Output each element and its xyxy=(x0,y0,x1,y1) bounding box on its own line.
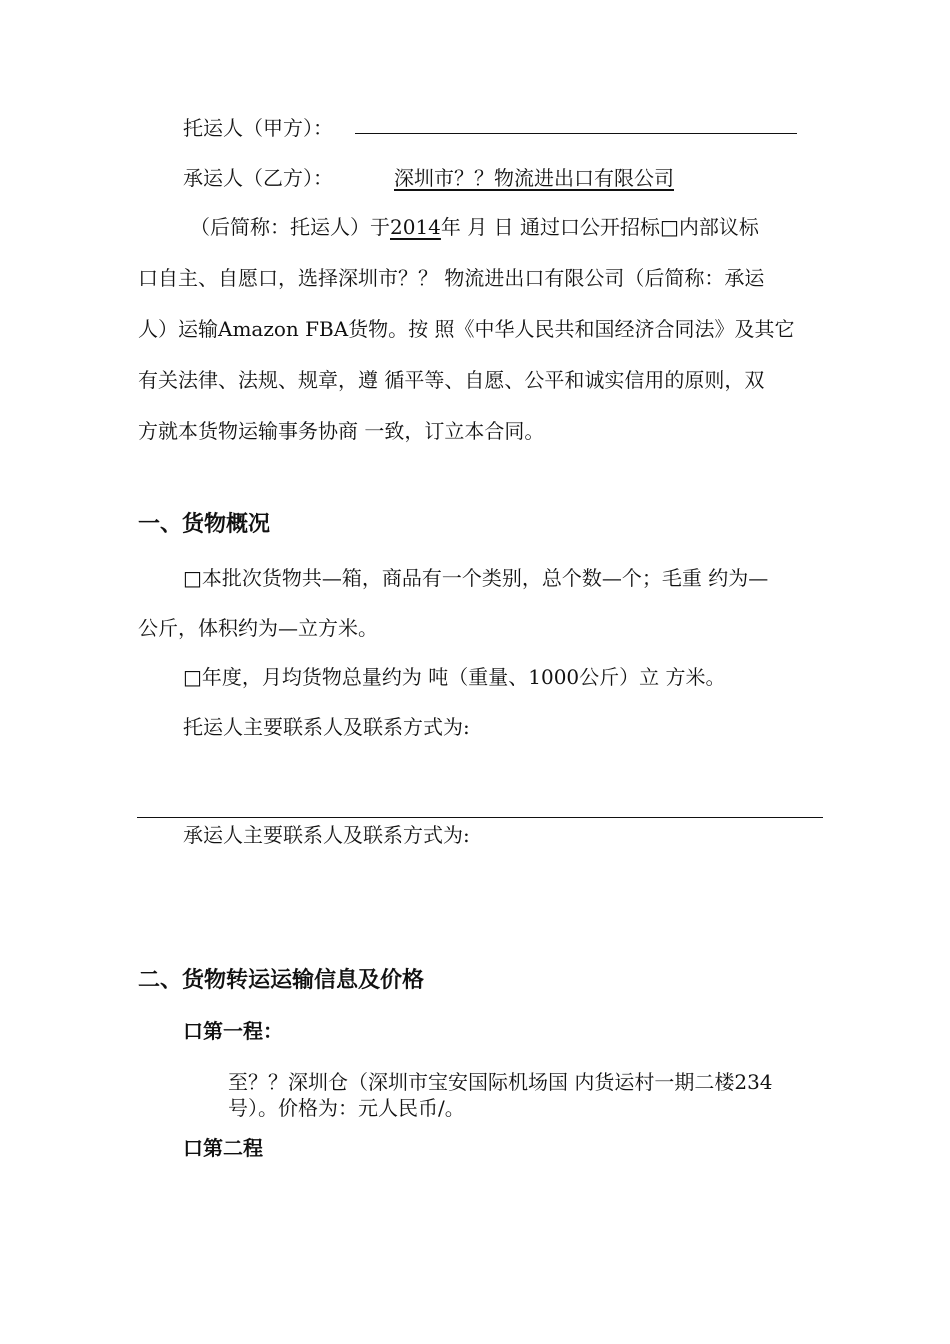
carrier-contact-label: 承运人主要联系人及联系方式为: xyxy=(183,823,470,847)
section-1-p1-line-1: □本批次货物共—箱，商品有一个类别，总个数—个；毛重 约为— xyxy=(183,566,769,590)
leg-1-title: 口第一程： xyxy=(183,1019,283,1043)
contact-divider-line xyxy=(137,817,823,818)
intro-year: 2014 xyxy=(390,215,441,239)
shipper-contact-label: 托运人主要联系人及联系方式为: xyxy=(183,715,470,739)
carrier-value: 深圳市？？物流进出口有限公司 xyxy=(394,166,674,190)
leg-1-line-2: 号）。价格为：元人民币/。 xyxy=(228,1096,465,1120)
shipper-blank-line xyxy=(355,133,797,134)
intro-line-1-a: （后简称：托运人）于 xyxy=(190,215,390,239)
section-2-title: 二、货物转运运输信息及价格 xyxy=(138,968,425,993)
section-1-p1-line-2: 公斤，体积约为—立方米。 xyxy=(138,616,378,640)
intro-line-2: 口自主、自愿口，选择深圳市？？ 物流进出口有限公司（后简称：承运 xyxy=(138,266,765,290)
intro-line-4: 有关法律、法规、规章，遵 循平等、自愿、公平和诚实信用的原则，双 xyxy=(138,368,765,392)
leg-2-title: 口第二程 xyxy=(183,1136,263,1160)
intro-line-1 xyxy=(190,214,759,240)
intro-line-5: 方就本货物运输事务协商 一致，订立本合同。 xyxy=(138,419,545,443)
intro-line-3: 人）运输Amazon FBA货物。按 照《中华人民共和国经济合同法》及其它 xyxy=(138,317,795,341)
shipper-label: 托运人（甲方）： xyxy=(183,116,333,140)
leg-1-line-1: 至？？深圳仓（深圳市宝安国际机场国 内货运村一期二楼234 xyxy=(228,1070,773,1094)
intro-line-1-b: 年 月 日 通过口公开招标□内部议标 xyxy=(440,215,759,239)
section-1-title: 一、货物概况 xyxy=(138,512,271,537)
section-1-p2: □年度，月均货物总量约为 吨（重量、1000公斤）立 方米。 xyxy=(183,665,726,689)
carrier-label: 承运人（乙方）： xyxy=(183,166,333,190)
